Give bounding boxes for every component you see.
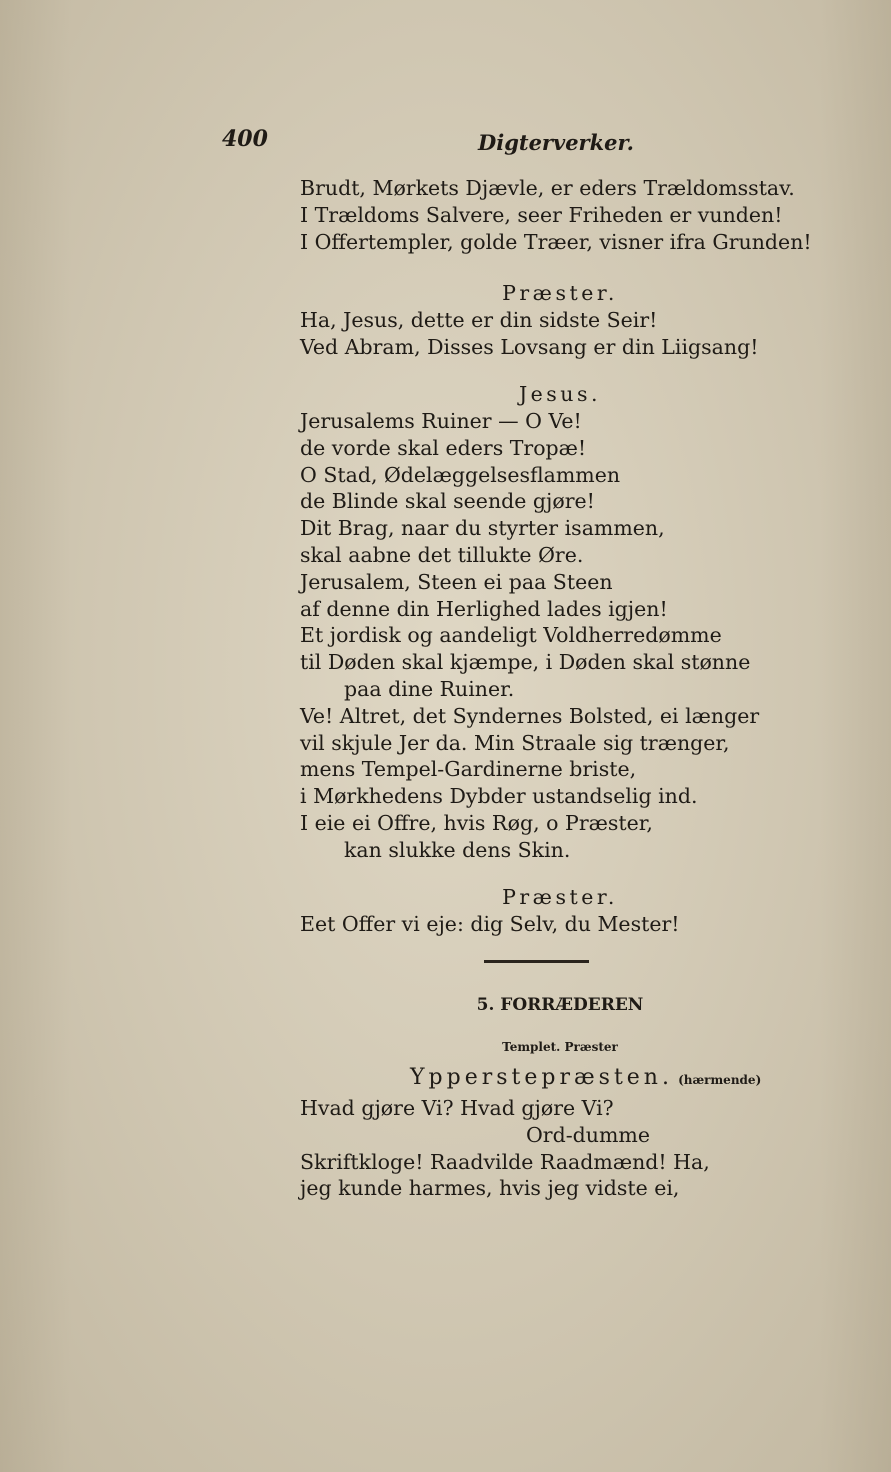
page-number: 400 <box>222 126 268 152</box>
verse-line: i Mørkhedens Dybder ustandselig ind. <box>300 784 698 809</box>
speaker-name: Jesus. <box>518 382 602 406</box>
speaker-heading-praester-2 <box>300 884 820 911</box>
section-divider <box>484 960 589 963</box>
verse-line: O Stad, Ødelæggelsesflammen <box>300 462 621 487</box>
verse-line: Ved Abram, Disses Lovsang er din Liigsang! <box>300 334 759 359</box>
verse-block-2 <box>300 307 820 361</box>
verse-line: Dit Brag, naar du styrter isammen, <box>300 516 665 541</box>
speaker-heading-jesus <box>300 381 820 408</box>
verse-line: vil skjule Jer da. Min Straale sig trænger, <box>300 730 730 755</box>
running-title: Digterverker. <box>478 130 634 155</box>
verse-line-indented: paa dine Ruiner. <box>344 676 515 701</box>
verse-line: Et jordisk og aandeligt Voldherredømme <box>300 623 722 648</box>
verse-line: de Blinde skal seende gjøre! <box>300 489 595 514</box>
verse-line: Eet Offer vi eje: dig Selv, du Mester! <box>300 912 680 936</box>
verse-line: mens Tempel-Gardinerne briste, <box>300 757 637 782</box>
verse-line: til Døden skal kjæmpe, i Døden skal stønne <box>300 650 751 675</box>
speaker-heading-praester-1 <box>300 280 820 307</box>
verse-block-1 <box>300 175 820 255</box>
verse-block-4 <box>300 911 820 938</box>
speaker-heading-ypperstepraesten <box>410 1062 761 1096</box>
verse-line: af denne din Herlighed lades igjen! <box>300 596 668 621</box>
verse-line: I Offertempler, golde Træer, visner ifra Grunden! <box>300 229 812 254</box>
verse-line: de vorde skal eders Tropæ! <box>300 435 587 460</box>
stage-direction: Templet. Præster <box>502 1040 618 1054</box>
verse-line: I eie ei Offre, hvis Røg, o Præster, <box>300 810 653 835</box>
verse-line: skal aabne det tillukte Øre. <box>300 542 584 567</box>
speaker-name: Præster. <box>502 281 618 305</box>
speaker-direction: (hærmende) <box>678 1073 762 1087</box>
speaker-name: Præster. <box>502 885 618 909</box>
verse-line: I Trældoms Salvere, seer Friheden er vunden! <box>300 202 783 227</box>
verse-line: Hvad gjøre Vi? Hvad gjøre Vi? <box>300 1096 614 1120</box>
verse-block-3 <box>300 408 820 864</box>
verse-line: Skriftkloge! Raadvilde Raadmænd! Ha, <box>300 1149 710 1174</box>
verse-line: jeg kunde harmes, hvis jeg vidste ei, <box>300 1176 680 1201</box>
verse-block-5 <box>300 1095 820 1202</box>
verse-line: Ve! Altret, det Syndernes Bolsted, ei længer <box>300 703 760 728</box>
verse-line: Brudt, Mørkets Djævle, er eders Trældomsstav. <box>300 176 795 200</box>
speaker-name: Ypperstepræsten. <box>410 1065 673 1090</box>
verse-line: Jerusalem, Steen ei paa Steen <box>300 569 613 594</box>
verse-line: Ha, Jesus, dette er din sidste Seir! <box>300 308 658 332</box>
verse-line: Jerusalems Ruiner — O Ve! <box>300 409 582 433</box>
section-title: 5. FORRÆDEREN <box>476 995 644 1015</box>
verse-line-continued: Ord-dumme <box>526 1122 650 1147</box>
verse-line-indented: kan slukke dens Skin. <box>344 837 571 862</box>
